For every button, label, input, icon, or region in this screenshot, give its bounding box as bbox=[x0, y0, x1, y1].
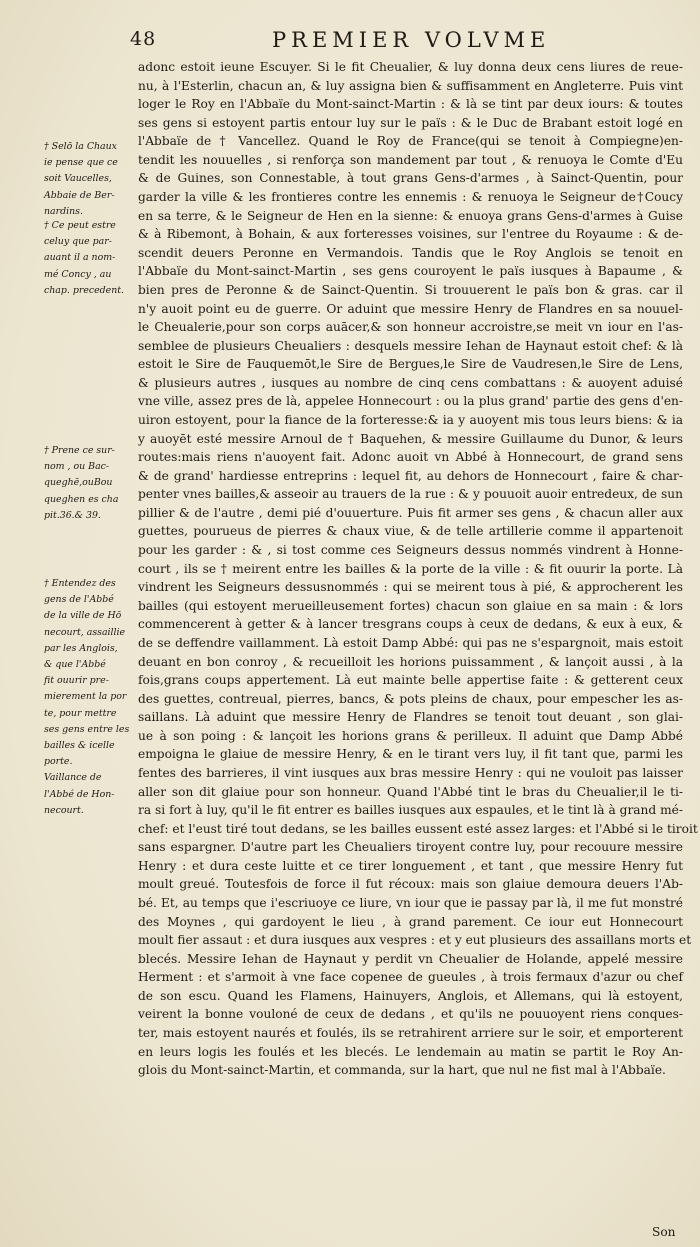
text-line: & plusieurs autres , iusques au nombre de cinq cens combattans : & auoyent aduisé bbox=[138, 375, 683, 390]
text-line: semblee de plusieurs Cheualiers : desquels messire Iehan de Haynaut estoit chef: & là bbox=[138, 338, 683, 353]
margin-note-line: † Ce peut estre bbox=[44, 220, 116, 231]
text-line: pillier & de l'autre , demi pié d'ouuerture. Puis fit armer ses gens , & chacun aller aux bbox=[138, 505, 683, 520]
margin-note-line: ses gens entre les bbox=[44, 723, 130, 735]
catchword: Son bbox=[652, 1225, 676, 1239]
margin-note bbox=[44, 576, 134, 819]
text-line: estoit le Sire de Fauquemōt,le Sire de Bergues,le Sire de Vaudresen,le Sire de Lens, bbox=[138, 357, 683, 372]
text-line: ter, mais estoyent naurés et foulés, ils se retrahirent arriere sur le soir, et emporterent bbox=[138, 1026, 683, 1041]
text-line: ue à son poing : & lançoit les horions grans & perilleux. Il aduint que Damp Abbé bbox=[138, 728, 683, 743]
text-line: moult greué. Toutesfois de force il fut récoux: mais son glaiue demoura deuers l'Ab- bbox=[138, 877, 683, 892]
text-line: des Moynes , qui gardoyent le lieu , à grand parement. Ce iour eut Honnecourt bbox=[138, 914, 683, 929]
margin-note-line: necourt. bbox=[44, 804, 84, 816]
text-line: & à Ribemont, à Bohain, & aux forteresses voisines, sur l'entree du Royaume : & de- bbox=[138, 227, 683, 242]
margin-note-line: chap. precedent. bbox=[44, 284, 125, 296]
margin-note-line: Abbaie de Ber- bbox=[44, 189, 115, 201]
text-line: tendit les nouuelles , si renforça son mandement par tout , & renuoya le Comte d'Eu bbox=[138, 152, 683, 167]
margin-note-line: de la ville de Hō bbox=[44, 610, 122, 622]
main-text bbox=[138, 58, 698, 1080]
margin-note-line: necourt, assaillie bbox=[44, 626, 126, 638]
text-line: pour les garder : & , si tost comme ces Seigneurs dessus nommés vindrent à Honne- bbox=[138, 543, 683, 558]
text-line: Henry : et dura ceste luitte et ce tirer longuement , et tant , que messire Henry fut bbox=[138, 858, 683, 873]
text-line: aller son dit glaiue pour son honneur. Quand l'Abbé tint le bras du Cheualier,il le ti- bbox=[138, 784, 683, 799]
margin-note-line: queghē,ouBou bbox=[44, 477, 113, 489]
margin-note-line: pit.36.& 39. bbox=[44, 509, 101, 521]
text-line: en sa terre, & le Seigneur de Hen en la sienne: & enuoya grans Gens-d'armes à Guise bbox=[138, 208, 683, 223]
text-line: le Cheualerie,pour son corps auācer,& son honneur accroistre,se meit vn iour en l'as- bbox=[138, 320, 683, 335]
page-number: 48 bbox=[130, 28, 157, 50]
text-line: fentes des barrieres, il vint iusques aux bras messire Henry : qui ne vouloit pas laisser bbox=[138, 765, 683, 780]
margin-note-line: & que l'Abbé bbox=[44, 659, 106, 671]
margin-note-line: mé Concy , au bbox=[44, 268, 112, 280]
text-line: scendit deuers Peronne en Vermandois. Tandis que le Roy Anglois se tenoit en bbox=[138, 245, 683, 260]
text-line: loger le Roy en l'Abbaïe du Mont-sainct-Martin : & là se tint par deux iours: & toutes bbox=[138, 97, 683, 112]
margin-note bbox=[44, 443, 134, 524]
text-line: uiron estoyent, pour la fiance de la forteresse:& ia y auoyent mis tous leurs biens: & ia bbox=[138, 412, 683, 427]
text-line: guettes, pourueus de pierres & chaux viue, & de telle artillerie comme il appartenoit bbox=[138, 524, 683, 539]
text-line: court , ils se † meirent entre les bailles & la porte de la ville : & fit ouurir la porte. Là bbox=[138, 561, 683, 576]
text-line: y auoyēt esté messire Arnoul de † Baquehen, & messire Guillaume du Dunor, & leurs bbox=[138, 431, 683, 446]
text-line: moult fier assaut : et dura iusques aux vespres : et y eut plusieurs des assaillans morts et bbox=[138, 933, 692, 948]
text-line: l'Abbaïe de † Vancellez. Quand le Roy de France(qui se tenoit à Compiegne)en- bbox=[138, 134, 683, 149]
text-line: vne ville, assez pres de là, appelee Honnecourt : ou la plus grand' partie des gens d'en- bbox=[138, 394, 683, 409]
text-line: commencerent à getter & à lancer tresgrans coups à ceux de dedans, & eux à eux, & bbox=[138, 617, 683, 632]
running-title: PREMIER VOLVME bbox=[272, 28, 551, 52]
text-line: saillans. Là aduint que messire Henry de Flandres se tenoit tout deuant , son glai- bbox=[138, 710, 683, 725]
margin-note-line: † Entendez des bbox=[44, 578, 116, 589]
margin-note-line: porte. bbox=[44, 756, 73, 768]
text-line: de se deffendre vaillamment. Là estoit Damp Abbé: qui pas ne s'espargnoit, mais estoit bbox=[138, 635, 683, 650]
text-line: garder la ville & les frontieres contre les ennemis : & renuoya le Seigneur de†Coucy bbox=[138, 190, 683, 205]
margin-note-line: queghen es cha bbox=[44, 493, 119, 505]
margin-note-line: † Selō la Chaux bbox=[44, 141, 117, 152]
text-line: en leurs logis les foulés et les blecés. Le lendemain au matin se partit le Roy An- bbox=[138, 1044, 683, 1059]
text-line: n'y auoit point eu de guerre. Or aduint que messire Henry de Flandres en sa nouuel- bbox=[138, 301, 683, 316]
margin-note-line: Vaillance de bbox=[44, 772, 102, 784]
text-line: blecés. Messire Iehan de Haynaut y perdit vn Cheualier de Holande, appelé messire bbox=[138, 951, 683, 966]
text-line: Herment : et s'armoit à vne face copenee de gueules , à trois fermaux d'azur ou chef bbox=[138, 970, 683, 985]
margin-note-line: soit Vaucelles, bbox=[44, 173, 112, 185]
text-line: adonc estoit ieune Escuyer. Si le fit Cheualier, & luy donna deux cens liures de reue- bbox=[138, 60, 683, 74]
margin-note-line: ie pense que ce bbox=[44, 157, 118, 169]
text-line: ses gens si estoyent partis entour luy sur le païs : & le Duc de Brabant estoit logé en bbox=[138, 115, 683, 130]
text-line: vindrent les Seigneurs dessusnommés : qui se meirent tous à pié, & approcherent les bbox=[138, 580, 683, 595]
margin-note-line: bailles & icelle bbox=[44, 740, 115, 752]
text-line: nu, à l'Esterlin, chacun an, & luy assigna bien & suffisamment en Angleterre. Puis vint bbox=[138, 78, 683, 93]
margin-note-line: l'Abbé de Hon- bbox=[44, 788, 115, 800]
margin-note-line: nardins. bbox=[44, 205, 83, 217]
margin-note-line: celuy que par- bbox=[44, 236, 112, 248]
text-line: & de Guines, son Connestable, à tout grans Gens-d'armes , à Sainct-Quentin, pour bbox=[138, 171, 683, 186]
text-line: bailles (qui estoyent merueilleusement fortes) chacun son glaiue en sa main : & lors bbox=[138, 598, 683, 613]
margin-note-line: te, pour mettre bbox=[44, 707, 117, 719]
text-line: de son escu. Quand les Flamens, Hainuyers, Anglois, et Allemans, qui là estoyent, bbox=[138, 988, 683, 1003]
text-line: ra si fort à luy, qu'il le fit entrer es bailles iusques aux espaules, et le tint là à grand mé- bbox=[138, 803, 683, 818]
text-line: fois,grans coups appertement. Là eut mainte belle appertise faite : & getterent ceux bbox=[138, 673, 683, 688]
text-line: veirent la bonne vouloné de ceux de dedans , et qu'ils ne pouuoyent riens conques- bbox=[138, 1007, 683, 1022]
text-line: bien pres de Peronne & de Sainct-Quentin. Si trouuerent le païs bon & gras. car il bbox=[138, 282, 683, 297]
text-line: empoigna le glaiue de messire Henry, & en le tirant vers luy, il fit tant que, parmi les bbox=[138, 747, 683, 762]
page-header bbox=[0, 28, 700, 58]
text-line: bé. Et, au temps que i'escriuoye ce liure, vn iour que ie passay par là, il me fut monstré bbox=[138, 896, 683, 911]
text-line: des guettes, contreual, pierres, bancs, & pots pleins de chaux, pour empescher les as- bbox=[138, 691, 683, 706]
text-line: routes:mais riens n'auoyent fait. Adonc auoit vn Abbé à Honnecourt, de grand sens bbox=[138, 450, 683, 465]
text-line: l'Abbaïe du Mont-sainct-Martin , ses gens couroyent le païs iusques à Bapaume , & bbox=[138, 264, 683, 279]
text-line: deuant en bon conroy , & recueilloit les horions puissamment , & lançoit aussi , à la bbox=[138, 654, 683, 669]
margin-note-line: par les Anglois, bbox=[44, 642, 118, 654]
margin-note-line: nom , ou Bac- bbox=[44, 461, 110, 473]
margin-note bbox=[44, 218, 134, 299]
text-line: penter vnes bailles,& asseoir au trauers de la rue : & y pouuoit auoir entredeux, de sun bbox=[138, 487, 683, 502]
text-line: chef: et l'eust tiré tout dedans, se les bailles eussent esté assez larges: et l'Abbé si le tiroit bbox=[138, 821, 698, 836]
text-line: sans espargner. D'autre part les Cheualiers tiroyent contre luy, pour recouure messire bbox=[138, 840, 683, 855]
text-line: glois du Mont-sainct-Martin, et commanda, sur la hart, que nul ne fist mal à l'Abbaïe. bbox=[138, 1063, 666, 1078]
margin-note bbox=[44, 139, 134, 220]
text-line: & de grand' hardiesse entreprins : lequel fit, au dehors de Honnecourt , faire & char- bbox=[138, 468, 683, 483]
margin-note-line: fit ouurir pre- bbox=[44, 675, 109, 687]
margin-note-line: † Prene ce sur- bbox=[44, 445, 115, 456]
margin-note-line: mierement la por bbox=[44, 691, 127, 703]
margin-note-line: gens de l'Abbé bbox=[44, 594, 114, 606]
margin-note-line: auant il a nom- bbox=[44, 252, 116, 264]
